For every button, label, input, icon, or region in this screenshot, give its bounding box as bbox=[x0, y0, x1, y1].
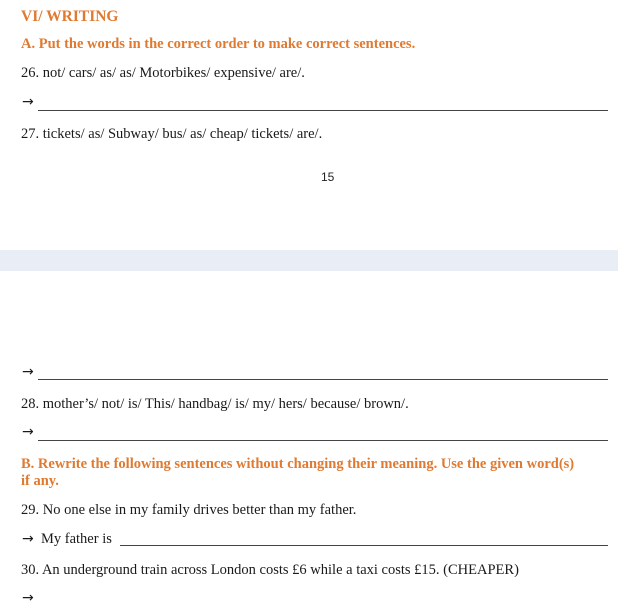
section-title: VI/ WRITING bbox=[21, 8, 119, 25]
question-30: 30. An underground train across London costs £6 while a taxi costs £15. (CHEAPER) bbox=[21, 562, 519, 578]
question-28: 28. mother’s/ not/ is/ This/ handbag/ is/ my/ hers/ because/ brown/. bbox=[21, 396, 409, 412]
question-26: 26. not/ cars/ as/ as/ Motorbikes/ expensive/ are/. bbox=[21, 65, 305, 81]
question-27: 27. tickets/ as/ Subway/ bus/ as/ cheap/ tickets/ are/. bbox=[21, 126, 323, 142]
arrow-icon: → bbox=[22, 364, 34, 380]
answer-line-29[interactable] bbox=[120, 545, 608, 546]
answer-line-27[interactable] bbox=[38, 379, 608, 380]
answer-line-28[interactable] bbox=[38, 440, 608, 441]
question-29-prompt: My father is bbox=[41, 531, 112, 547]
part-b-instruction-line-1: B. Rewrite the following sentences without changing their meaning. Use the given word(s) bbox=[21, 456, 575, 472]
part-b-instruction-line-2: if any. bbox=[21, 473, 59, 489]
part-a-instruction: A. Put the words in the correct order to make correct sentences. bbox=[21, 36, 416, 52]
page-number: 15 bbox=[321, 170, 335, 184]
question-29: 29. No one else in my family drives better than my father. bbox=[21, 502, 357, 518]
arrow-icon: → bbox=[22, 590, 34, 606]
arrow-icon: → bbox=[22, 531, 34, 547]
arrow-icon: → bbox=[22, 424, 34, 440]
page-break-divider bbox=[0, 250, 618, 271]
answer-line-26[interactable] bbox=[38, 110, 608, 111]
arrow-icon: → bbox=[22, 94, 34, 110]
